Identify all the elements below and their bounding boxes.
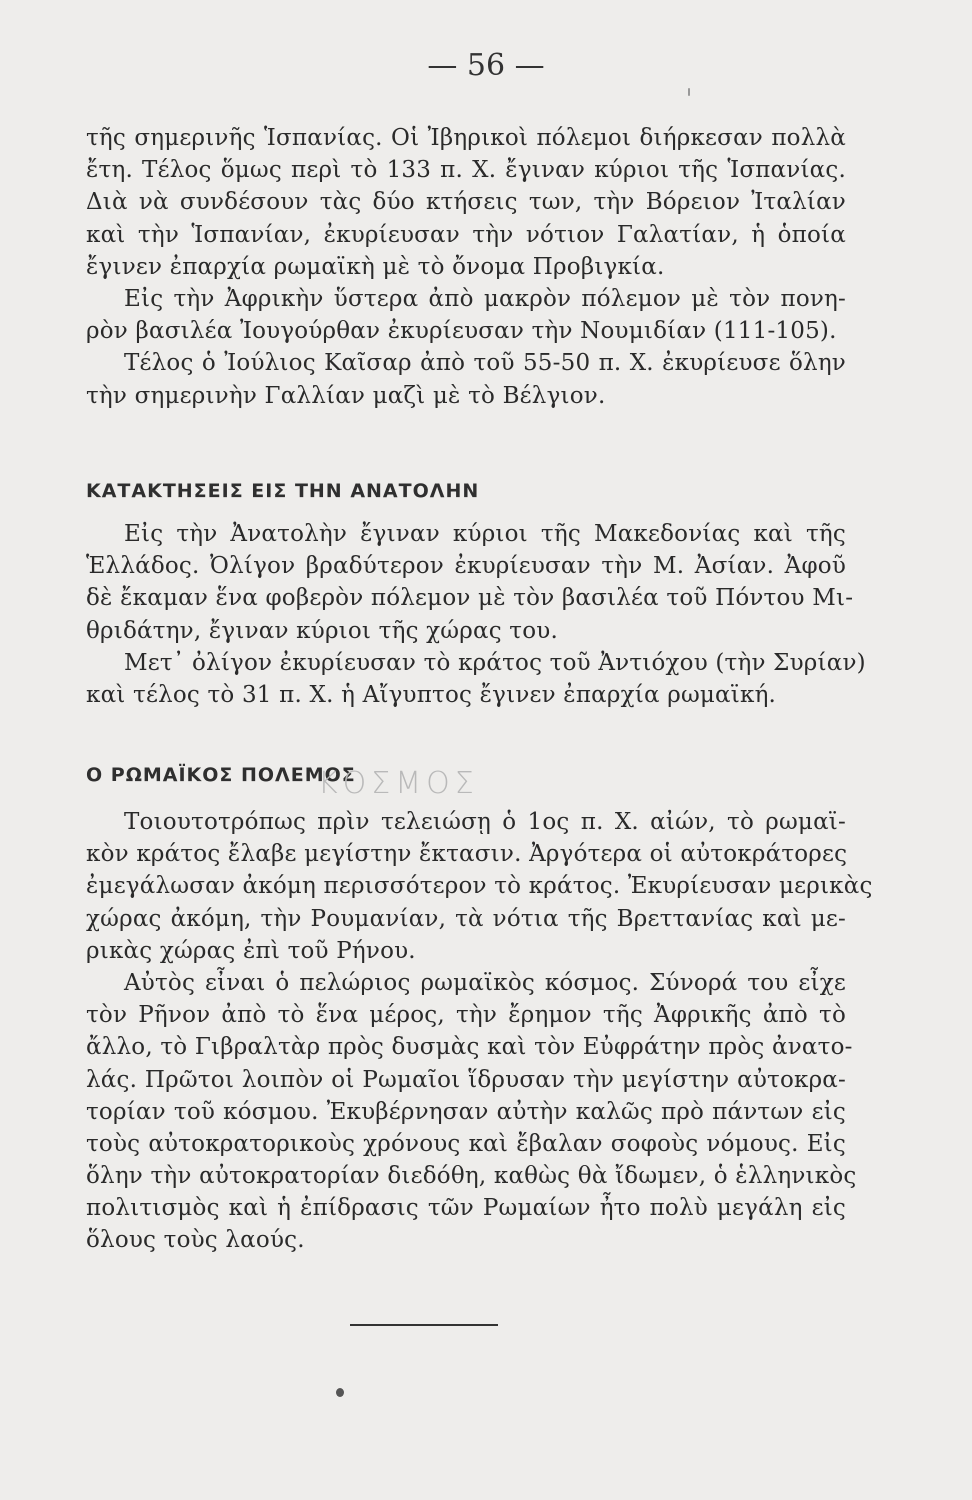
text-line: τορίαν τοῦ κόσμου. Ἐκυβέρνησαν αὐτὴν καλῶς πρὸ πάντων εἰς [86,1098,846,1125]
text-line: δὲ ἔκαμαν ἕνα φοβερὸν πόλεμον μὲ τὸν βασιλέα τοῦ Πόντου Μι- [86,585,854,612]
text-line: τὴν σημερινὴν Γαλλίαν μαζὶ μὲ τὸ Βέλγιον. [86,382,606,409]
footer-rule [350,1324,498,1326]
text-line: Διὰ νὰ συνδέσουν τὰς δύο κτήσεις των, τὴν Βόρειον Ἰταλίαν [86,189,846,216]
ink-speck [688,88,690,96]
text-line: κὸν κράτος ἔλαβε μεγίστην ἔκτασιν. Ἀργότερα οἱ αὐτοκράτορες [86,841,848,868]
text-line: Εἰς τὴν Ἀνατολὴν ἔγιναν κύριοι τῆς Μακεδονίας καὶ τῆς [124,521,846,547]
ink-speck [336,1388,344,1397]
text-line: ρὸν βασιλέα Ἰουγούρθαν ἐκυρίευσαν τὴν Νουμιδίαν (111-105). [86,318,837,345]
text-line: ἔτη. Τέλος ὅμως περὶ τὸ 133 π. Χ. ἔγιναν κύριοι τῆς Ἱσπανίας. [86,157,846,184]
text-line: ὅλους τοὺς λαούς. [86,1227,305,1254]
text-line: Τοιουτοτρόπως πρὶν τελειώσῃ ὁ 1ος π. Χ. αἰών, τὸ ρωμαϊ- [124,809,846,835]
text-line: τῆς σημερινῆς Ἱσπανίας. Οἱ Ἰβηρικοὶ πόλεμοι διήρκεσαν πολλὰ [86,125,846,151]
page-number: — 56 — [427,48,545,83]
text-line: Ἑλλάδος. Ὀλίγον βραδύτερον ἐκυρίευσαν τὴν Μ. Ἀσίαν. Ἀφοῦ [86,553,846,580]
text-block-intro [86,122,846,412]
text-block-roman-world [86,806,873,1257]
text-line: Μετ᾿ ὀλίγον ἐκυρίευσαν τὸ κράτος τοῦ Ἀντιόχου (τὴν Συρίαν) [124,649,866,676]
text-line: θριδάτην, ἔγιναν κύριοι τῆς χώρας του. [86,617,558,644]
text-line: καὶ τὴν Ἱσπανίαν, ἐκυρίευσαν τὴν νότιον Γαλατίαν, ἡ ὁποία [86,221,846,248]
text-line: λάς. Πρῶτοι λοιπὸν οἱ Ρωμαῖοι ἵδρυσαν τὴν μεγίστην αὐτοκρα- [86,1066,846,1093]
section-heading-roman-world: Ο ΡΩΜΑΪΚΟΣ ΠΟΛΕΜΟΣ [86,764,356,786]
text-line: ἔγινεν ἐπαρχία ρωμαϊκὴ μὲ τὸ ὄνομα Προβιγκία. [86,253,665,280]
text-line: τὸν Ρῆνον ἀπὸ τὸ ἕνα μέρος, τὴν ἔρημον τῆς Ἀφρικῆς ἀπὸ τὸ [86,1002,846,1029]
text-line: ἐμεγάλωσαν ἀκόμη περισσότερον τὸ κράτος. Ἐκυρίευσαν μερικὰς [86,873,873,900]
text-line: χώρας ἀκόμη, τὴν Ρουμανίαν, τὰ νότια τῆς Βρεττανίας καὶ με- [86,905,846,932]
text-line: πολιτισμὸς καὶ ἡ ἐπίδρασις τῶν Ρωμαίων ἦτο πολὺ μεγάλη εἰς [86,1195,846,1222]
text-line: τοὺς αὐτοκρατορικοὺς χρόνους καὶ ἔβαλαν σοφοὺς νόμους. Εἰς [86,1130,846,1157]
section-heading-east: ΚΑΤΑΚΤΗΣΕΙΣ ΕΙΣ ΤΗΝ ΑΝΑΤΟΛΗΝ [86,480,480,502]
text-line: Εἰς τὴν Ἀφρικὴν ὕστερα ἀπὸ μακρὸν πόλεμον μὲ τὸν πονη- [124,285,846,312]
text-line: ὅλην τὴν αὐτοκρατορίαν διεδόθη, καθὼς θὰ ἴδωμεν, ὁ ἑλληνικὸς [86,1163,857,1190]
text-block-east [86,518,866,711]
text-line: Τέλος ὁ Ἰούλιος Καῖσαρ ἀπὸ τοῦ 55-50 π. Χ. ἐκυρίευσε ὅλην [124,350,846,377]
text-line: Αὐτὸς εἶναι ὁ πελώριος ρωμαϊκὸς κόσμος. Σύνορά του εἶχε [124,969,846,996]
text-line: ρικὰς χώρας ἐπὶ τοῦ Ρήνου. [86,937,416,964]
text-line: καὶ τέλος τὸ 31 π. Χ. ἡ Αἴγυπτος ἔγινεν ἐπαρχία ρωμαϊκή. [86,681,777,708]
text-line: ἄλλο, τὸ Γιβραλτὰρ πρὸς δυσμὰς καὶ τὸν Εὐφράτην πρὸς ἀνατο- [86,1034,853,1061]
handwritten-note: ΚΟΣΜΟΣ [318,766,479,801]
